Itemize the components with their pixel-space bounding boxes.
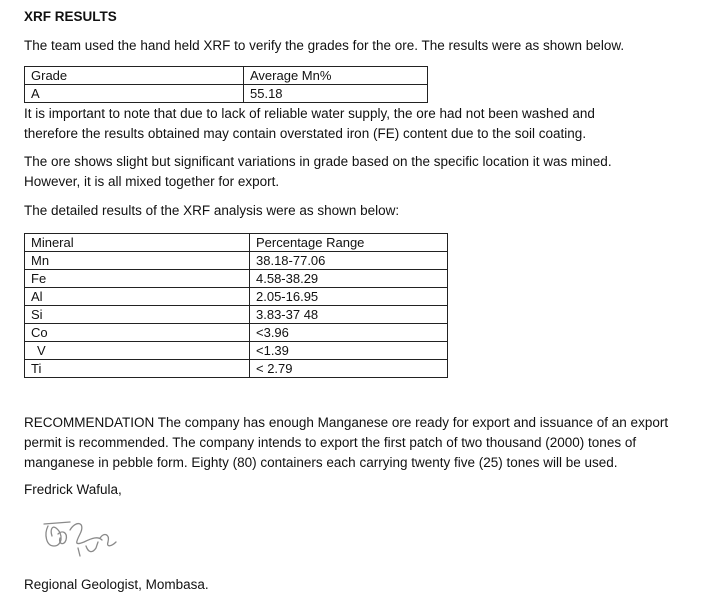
table-cell: Si [25,306,250,324]
table-header-cell: Grade [25,67,244,85]
table-cell: 55.18 [244,85,428,103]
table-cell: V [25,342,250,360]
table-cell: <3.96 [250,324,448,342]
text-line: It is important to note that due to lack of reliable water supply, the ore had not been washed and [24,106,595,121]
table-cell: 2.05-16.95 [250,288,448,306]
signatory-title: Regional Geologist, Mombasa. [24,577,209,592]
table-cell: Al [25,288,250,306]
table-cell: 38.18-77.06 [250,252,448,270]
mineral-table [24,233,448,378]
grade-table [24,66,428,103]
table-header-cell: Mineral [25,234,250,252]
table-cell: A [25,85,244,103]
variation-paragraph [24,152,612,192]
detail-intro: The detailed results of the XRF analysis were as shown below: [24,203,400,218]
table-row [25,324,448,342]
note-paragraph [24,104,595,144]
table-row [25,360,448,378]
table-row [25,270,448,288]
recommendation-paragraph [24,413,668,473]
text-line: manganese in pebble form. Eighty (80) containers each carrying twenty five (25) tones will be used. [24,455,618,470]
table-cell: < 2.79 [250,360,448,378]
table-cell: Co [25,324,250,342]
table-row [25,306,448,324]
table-header-cell: Average Mn% [244,67,428,85]
text-line: RECOMMENDATION The company has enough Manganese ore ready for export and issuance of an export [24,415,669,430]
table-header-cell: Percentage Range [250,234,448,252]
table-row [25,342,448,360]
table-header-row [25,234,448,252]
signatory-name: Fredrick Wafula, [24,482,122,497]
signature-image [40,512,130,560]
text-line: However, it is all mixed together for export. [24,174,280,189]
text-line: therefore the results obtained may contain overstated iron (FE) content due to the soil coating. [24,126,587,141]
table-cell: Mn [25,252,250,270]
table-header-row [25,67,428,85]
text-line: permit is recommended. The company intends to export the first patch of two thousand (2000) tones of [24,435,637,450]
table-cell: 3.83-37 48 [250,306,448,324]
intro-paragraph: The team used the hand held XRF to verify the grades for the ore. The results were as shown below. [24,38,625,53]
table-row [25,85,428,103]
table-cell: Ti [25,360,250,378]
section-heading: XRF RESULTS [24,9,117,24]
table-row [25,252,448,270]
table-cell: 4.58-38.29 [250,270,448,288]
text-line: The ore shows slight but significant variations in grade based on the specific location it was mined. [24,154,612,169]
table-cell: <1.39 [250,342,448,360]
table-row [25,288,448,306]
table-cell: Fe [25,270,250,288]
